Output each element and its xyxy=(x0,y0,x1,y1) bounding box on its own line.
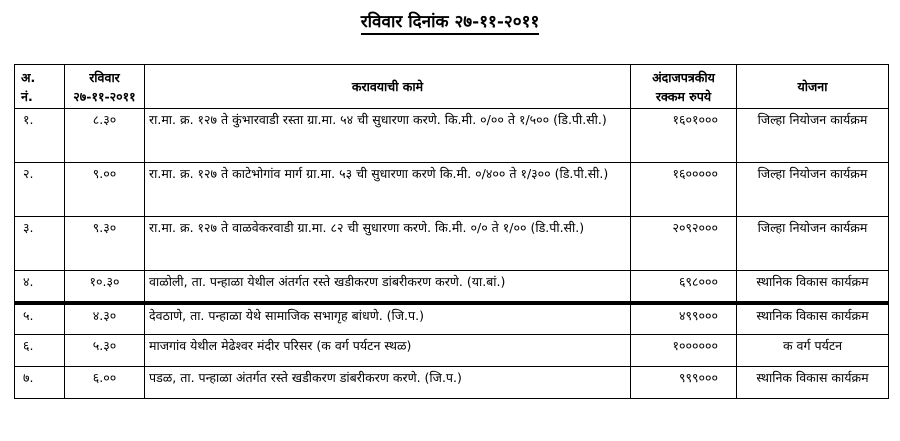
table-row xyxy=(15,367,889,399)
cell-scheme: जिल्हा नियोजन कार्यक्रम xyxy=(737,109,889,163)
cell-scheme: जिल्हा नियोजन कार्यक्रम xyxy=(737,217,889,271)
table-header-row xyxy=(15,65,889,109)
cell-work: रा.मा. क्र. १२७ ते वाळवेकरवाडी ग्रा.मा. ८२ ची सुधारणा करणे. कि.मी. ०/० ते १/०० (डि.पी.सी.) xyxy=(145,217,631,271)
cell-amount: २०९२००० xyxy=(631,217,737,271)
cell-work: रा.मा. क्र. १२७ ते काटेभोगांव मार्ग ग्रा.मा. ५३ ची सुधारणा करणे कि.मी. ०/४०० ते १/३०० (डि.पी.सी.) xyxy=(145,163,631,217)
cell-time: ६.०० xyxy=(65,367,145,399)
cell-sr: ५. xyxy=(15,303,65,335)
cell-scheme: जिल्हा नियोजन कार्यक्रम xyxy=(737,163,889,217)
table-row xyxy=(15,163,889,217)
cell-scheme: स्थानिक विकास कार्यक्रम xyxy=(737,367,889,399)
header-time: रविवार २७-११-२०११ xyxy=(65,65,145,109)
cell-sr: ७. xyxy=(15,367,65,399)
cell-work: माजगांव येथील मेढेश्वर मंदीर परिसर (क वर्ग पर्यटन स्थळ) xyxy=(145,335,631,367)
header-scheme: योजना xyxy=(737,65,889,109)
cell-sr: ४. xyxy=(15,271,65,303)
table-row xyxy=(15,217,889,271)
cell-amount: ९९९००० xyxy=(631,367,737,399)
cell-amount: ६९८००० xyxy=(631,271,737,303)
header-amount: अंदाजपत्रकीय रक्कम रुपये xyxy=(631,65,737,109)
cell-sr: १. xyxy=(15,109,65,163)
cell-sr: ३. xyxy=(15,217,65,271)
table-row xyxy=(15,109,889,163)
cell-sr: २. xyxy=(15,163,65,217)
cell-time: ८.३० xyxy=(65,109,145,163)
cell-time: ९.३० xyxy=(65,217,145,271)
cell-time: ५.३० xyxy=(65,335,145,367)
cell-sr: ६. xyxy=(15,335,65,367)
schedule-table xyxy=(14,64,889,399)
header-work: करावयाची कामे xyxy=(145,65,631,109)
cell-work: देवठाणे, ता. पन्हाळा येथे सामाजिक सभागृह बांधणे. (जि.प.) xyxy=(145,303,631,335)
cell-time: ९.०० xyxy=(65,163,145,217)
cell-work: रा.मा. क्र. १२७ ते कुंभारवाडी रस्ता ग्रा.मा. ५४ ची सुधारणा करणे. कि.मी. ०/०० ते १/५०० (डि.पी.सी.) xyxy=(145,109,631,163)
table-row xyxy=(15,271,889,303)
header-sr: अ. नं. xyxy=(15,65,65,109)
cell-amount: १६०१००० xyxy=(631,109,737,163)
cell-scheme: स्थानिक विकास कार्यक्रम xyxy=(737,271,889,303)
page-title xyxy=(0,9,900,32)
table-row xyxy=(15,303,889,335)
cell-amount: ४९९००० xyxy=(631,303,737,335)
page-title-text: रविवार दिनांक २७-११-२०११ xyxy=(361,12,540,35)
cell-time: ४.३० xyxy=(65,303,145,335)
cell-work: पडळ, ता. पन्हाळा अंतर्गत रस्ते खडीकरण डांबरीकरण करणे. (जि.प.) xyxy=(145,367,631,399)
cell-amount: १६००००० xyxy=(631,163,737,217)
cell-time: १०.३० xyxy=(65,271,145,303)
cell-work: वाळोली, ता. पन्हाळा येथील अंतर्गत रस्ते खडीकरण डांबरीकरण करणे. (या.बां.) xyxy=(145,271,631,303)
table-row xyxy=(15,335,889,367)
cell-amount: १०००००० xyxy=(631,335,737,367)
cell-scheme: क वर्ग पर्यटन xyxy=(737,335,889,367)
cell-scheme: स्थानिक विकास कार्यक्रम xyxy=(737,303,889,335)
